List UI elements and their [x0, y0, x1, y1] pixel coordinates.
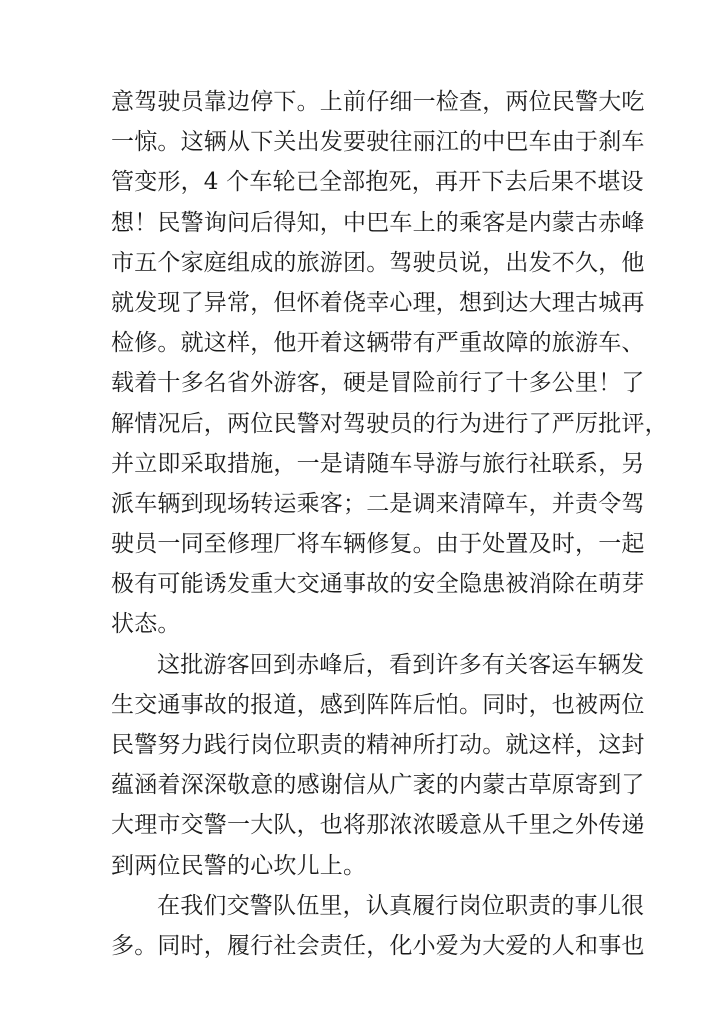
- text-line: 民警努力践行岗位职责的精神所打动。就这样，这封: [111, 732, 645, 758]
- text-line: 市五个家庭组成的旅游团。驾驶员说，出发不久，他: [111, 249, 645, 276]
- body-text: [111, 82, 668, 966]
- text-line: 检修。就这样，他开着这辆带有严重故障的旅游车、: [111, 330, 645, 357]
- text-line: 到两位民警的心坎儿上。: [111, 852, 367, 879]
- text-line: 驶员一同至修理厂将车辆修复。由于处置及时，一起: [111, 531, 645, 558]
- text-line: 想！民警询问后得知，中巴车上的乘客是内蒙古赤峰: [111, 209, 645, 236]
- text-line: 意驾驶员靠边停下。上前仔细一检查，两位民警大吃: [111, 89, 645, 115]
- text-line: 载着十多名省外游客，硬是冒险前行了十多公里！了: [111, 370, 645, 397]
- text-line: 状态。: [111, 611, 181, 638]
- text-line: 极有可能诱发重大交通事故的安全隐患被消除在萌芽: [111, 571, 645, 598]
- text-line: 解情况后，两位民警对驾驶员的行为进行了严厉批评，: [111, 410, 668, 437]
- text-line: 多。同时，履行社会责任，化小爱为大爱的人和事也: [111, 932, 645, 959]
- text-line: 并立即采取措施，一是请随车导游与旅行社联系，另: [111, 450, 645, 477]
- text-line: 在我们交警队伍里，认真履行岗位职责的事儿很: [157, 892, 645, 919]
- paragraph-3: [111, 886, 645, 966]
- paragraph-1: [111, 82, 668, 645]
- text-line: 管变形，4 个车轮已全部抱死，再开下去后果不堪设: [111, 169, 644, 196]
- text-line: 派车辆到现场转运乘客；二是调来清障车，并责令驾: [111, 490, 645, 517]
- text-line: 大理市交警一大队，也将那浓浓暖意从千里之外传递: [111, 812, 645, 839]
- text-line: 这批游客回到赤峰后，看到许多有关客运车辆发: [157, 651, 645, 678]
- text-line: 蕴涵着深深敬意的感谢信从广袤的内蒙古草原寄到了: [111, 772, 645, 799]
- text-line: 就发现了异常，但怀着侥幸心理，想到达大理古城再: [111, 289, 645, 316]
- text-line: 生交通事故的报道，感到阵阵后怕。同时，也被两位: [111, 691, 645, 718]
- text-line: 一惊。这辆从下关出发要驶往丽江的中巴车由于刹车: [111, 129, 645, 156]
- paragraph-2: [111, 645, 645, 886]
